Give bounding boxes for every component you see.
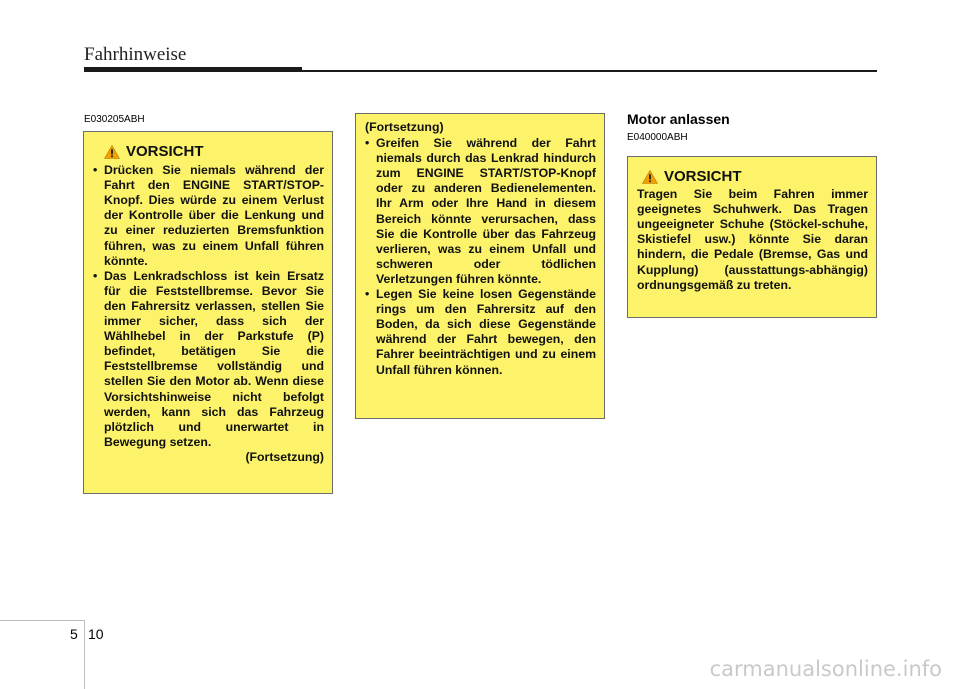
caution-heading: VORSICHT (664, 168, 742, 185)
page-number: 10 (88, 626, 104, 642)
caution-text: Tragen Sie beim Fahren immer geeignetes Schuhwerk. Das Tragen ungeeigneter Schuhe (Stöckel-schuhe, Skistiefel usw.) könnte Sie daran hindern, die Pedale (Bremse, Gas und Kupplung) (ausstattungs-abhängig) ordnungsgemäß zu treten. (637, 187, 868, 292)
caution-box-1 (83, 131, 333, 494)
caution-heading-row (104, 144, 324, 159)
caution-bullet: • Greifen Sie während der Fahrt niemals durch das Lenkrad hindurch zum ENGINE START/STOP-Knopf oder zu anderen Bedienelementen. Ihr Arm oder Ihre Hand in diesem Bereich könnte verursachen, dass Sie die Kontrolle über das Fahrzeug verlieren, was zu einem Unfall und schweren oder tödlichen Verletzungen führen könnte. (365, 136, 596, 287)
warning-triangle-icon (104, 145, 120, 159)
page-header-title: Fahrhinweise (84, 44, 187, 65)
caution-heading-row (642, 169, 868, 184)
watermark: carmanualsonline.info (709, 657, 942, 681)
continuation-note: (Fortsetzung) (365, 120, 444, 134)
caution-bullet: • Legen Sie keine losen Gegenstände rings um den Fahrersitz auf den Boden, da sich diese Gegenstände während der Fahrt bewegen, den Fahrer beeinträchtigen und zu einem Unfall führen können. (365, 287, 596, 378)
section-code: E030205ABH (84, 114, 145, 125)
section-title: Motor anlassen (627, 111, 730, 127)
caution-box-3 (627, 156, 877, 318)
footer-rule (0, 620, 84, 621)
caution-bullet: • Das Lenkradschloss ist kein Ersatz für die Feststellbremse. Bevor Sie den Fahrersitz verlassen, stellen Sie immer sicher, dass sich der Wählhebel in der Parkstufe (P) befindet, betätigen Sie die Feststellbremse vollständig und stellen Sie den Motor ab. Wenn diese Vorsichtshinweise nicht befolgt werden, kann sich das Fahrzeug plötzlich und unerwartet in Bewegung setzen. (93, 269, 324, 450)
caution-box-2 (355, 113, 605, 419)
header-rule-thick (84, 67, 302, 72)
caution-bullet: • Drücken Sie niemals während der Fahrt den ENGINE START/STOP-Knopf. Dies würde zu einem Verlust der Kontrolle über die Lenkung und zu einer reduzierten Bremsfunktion führen, was zu einem Unfall führen könnte. (93, 163, 324, 269)
section-code: E040000ABH (627, 132, 688, 143)
header-rule-thin (302, 70, 877, 72)
warning-triangle-icon (642, 170, 658, 184)
footer-divider (84, 620, 85, 689)
caution-heading: VORSICHT (126, 143, 204, 160)
continued-note: (Fortsetzung) (245, 449, 324, 464)
section-number: 5 (70, 626, 78, 642)
